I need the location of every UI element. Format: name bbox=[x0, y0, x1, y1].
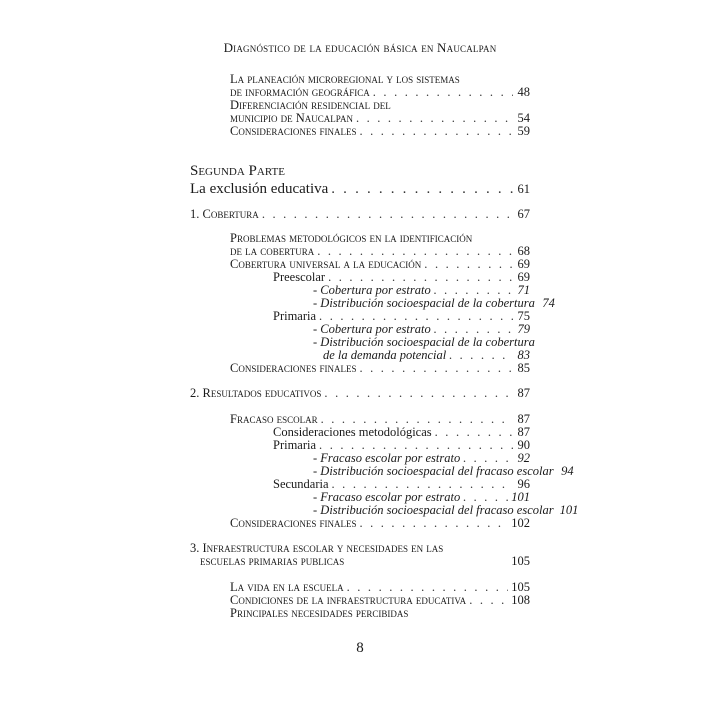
toc-entry-text: Cobertura universal a la educación bbox=[230, 257, 422, 271]
toc-page-number: 71 bbox=[517, 283, 530, 297]
toc-entry-text: Preescolar bbox=[273, 270, 326, 284]
leader-dots bbox=[463, 451, 513, 465]
toc-entry bbox=[313, 283, 530, 297]
toc-entry bbox=[273, 438, 530, 452]
page-number: 8 bbox=[356, 640, 364, 656]
leader-dots bbox=[434, 322, 513, 336]
leader-dots bbox=[319, 438, 513, 452]
toc-entry bbox=[313, 503, 579, 517]
toc-entry-text: Secundaria bbox=[273, 477, 329, 491]
toc-entry-text: - Fracaso escolar por estrato bbox=[313, 490, 461, 504]
toc-page-number: 79 bbox=[517, 322, 530, 336]
toc-page-number: 69 bbox=[517, 270, 530, 284]
section-heading bbox=[190, 207, 530, 221]
toc-page-number: 92 bbox=[517, 451, 530, 465]
section-title: escuelas primarias publicas bbox=[200, 554, 345, 568]
toc-entry-text: de la cobertura bbox=[230, 244, 315, 258]
toc-entry-text: - Distribución socioespacial de la cobertura bbox=[313, 296, 535, 310]
toc-entry-text: - Distribución socioespacial del fracaso escolar bbox=[313, 503, 554, 517]
leader-dots bbox=[356, 111, 513, 125]
toc-entry-text: Primaria bbox=[273, 438, 317, 452]
section-heading bbox=[200, 554, 530, 568]
toc-page-number: 90 bbox=[517, 438, 530, 452]
toc-entry-text: Fracaso escolar bbox=[230, 412, 318, 426]
toc-page-number: 75 bbox=[517, 309, 530, 323]
toc-entry bbox=[230, 516, 530, 530]
toc-entry bbox=[230, 580, 530, 594]
toc-entry bbox=[313, 322, 530, 336]
toc-entry bbox=[273, 425, 530, 439]
toc-page-number: 101 bbox=[559, 503, 579, 517]
toc-entry-text: de la demanda potencial bbox=[323, 348, 447, 362]
toc-entry bbox=[273, 270, 530, 284]
toc-entry bbox=[230, 124, 530, 138]
toc-entry-text: Condiciones de la infraestructura educativa bbox=[230, 593, 467, 607]
toc-page-number: 68 bbox=[517, 244, 530, 258]
leader-dots bbox=[424, 257, 513, 271]
toc-page-number: 61 bbox=[517, 182, 530, 196]
toc-page-number: 48 bbox=[517, 85, 530, 99]
toc-entry: - Distribución socioespacial de la cobertura bbox=[313, 335, 535, 349]
toc-entry-text: - Cobertura por estrato bbox=[313, 283, 431, 297]
toc-entry: La planeación microregional y los sistemas bbox=[230, 72, 460, 86]
leader-dots bbox=[469, 593, 508, 607]
toc-entry-text: Consideraciones finales bbox=[230, 124, 357, 138]
section-title: 1. Cobertura bbox=[190, 207, 259, 221]
toc-page-number: 102 bbox=[511, 516, 530, 530]
toc-entry bbox=[230, 257, 530, 271]
toc-entry-text: La vida en la escuela bbox=[230, 580, 344, 594]
toc-entry-text: - Cobertura por estrato bbox=[313, 322, 431, 336]
leader-dots bbox=[332, 477, 513, 491]
toc-entry-text: Consideraciones metodológicas bbox=[273, 425, 432, 439]
leader-dots bbox=[317, 244, 513, 258]
toc-entry-text: Consideraciones finales bbox=[230, 361, 357, 375]
toc-entry bbox=[273, 309, 530, 323]
toc-entry bbox=[313, 296, 555, 310]
toc-entry: Principales necesidades percibidas bbox=[230, 606, 409, 620]
leader-dots bbox=[373, 85, 513, 99]
section-heading bbox=[190, 386, 530, 400]
toc-page-number: 69 bbox=[517, 257, 530, 271]
toc-entry bbox=[230, 361, 530, 375]
toc-entry-text: Primaria bbox=[273, 309, 317, 323]
toc-page-number: 85 bbox=[517, 361, 530, 375]
toc-entry: Diferenciación residencial del bbox=[230, 98, 391, 112]
leader-dots bbox=[359, 124, 513, 138]
toc-entry-text: municipio de Naucalpan bbox=[230, 111, 353, 125]
leader-dots bbox=[435, 425, 513, 439]
part-subtitle-line bbox=[190, 181, 530, 198]
toc-entry: Problemas metodológicos en la identificación bbox=[230, 231, 473, 245]
leader-dots bbox=[463, 490, 508, 504]
leader-dots bbox=[347, 580, 509, 594]
section-title: 2. Resultados educativos bbox=[190, 386, 322, 400]
toc-entry bbox=[313, 451, 530, 465]
leader-dots bbox=[328, 270, 513, 284]
toc-page-number: 54 bbox=[517, 111, 530, 125]
toc-entry bbox=[273, 477, 530, 491]
toc-entry bbox=[230, 85, 530, 99]
leader-dots bbox=[359, 516, 508, 530]
leader-dots bbox=[319, 309, 513, 323]
leader-dots bbox=[434, 283, 513, 297]
toc-page-number: 67 bbox=[517, 207, 530, 221]
toc-page-number: 105 bbox=[511, 580, 530, 594]
toc-page-number: 83 bbox=[517, 348, 530, 362]
leader-dots bbox=[324, 386, 513, 400]
section-title: 3. Infraestructura escolar y necesidades en las bbox=[190, 541, 444, 555]
toc-page-number: 94 bbox=[561, 464, 574, 478]
toc-page-number: 87 bbox=[517, 386, 530, 400]
running-header: Diagnóstico de la educación básica en Naucalpan bbox=[223, 40, 497, 55]
leader-dots bbox=[359, 361, 513, 375]
toc-entry-text: Consideraciones finales bbox=[230, 516, 357, 530]
toc-page-number: 101 bbox=[511, 490, 530, 504]
toc-entry bbox=[313, 490, 530, 504]
toc-entry-text: - Fracaso escolar por estrato bbox=[313, 451, 461, 465]
toc-page-number: 87 bbox=[517, 425, 530, 439]
toc-page-number: 59 bbox=[517, 124, 530, 138]
leader-dots bbox=[331, 181, 513, 198]
toc-page-number: 96 bbox=[517, 477, 530, 491]
toc-page-number: 74 bbox=[542, 296, 555, 310]
toc-entry bbox=[313, 464, 574, 478]
toc-entry bbox=[230, 412, 530, 426]
toc-entry bbox=[230, 593, 530, 607]
toc-entry bbox=[230, 111, 530, 125]
leader-dots bbox=[449, 348, 513, 362]
toc-page-number: 108 bbox=[511, 593, 530, 607]
toc-entry bbox=[323, 348, 530, 362]
toc-page-number: 87 bbox=[517, 412, 530, 426]
part-subtitle: La exclusión educativa bbox=[190, 181, 329, 197]
toc-page-number: 105 bbox=[511, 554, 530, 568]
leader-dots bbox=[262, 207, 513, 221]
leader-dots bbox=[321, 412, 513, 426]
toc-entry-text: de información geográfica bbox=[230, 85, 370, 99]
toc-entry bbox=[230, 244, 530, 258]
toc-entry-text: - Distribución socioespacial del fracaso escolar bbox=[313, 464, 554, 478]
part-title: Segunda Parte bbox=[190, 163, 285, 179]
